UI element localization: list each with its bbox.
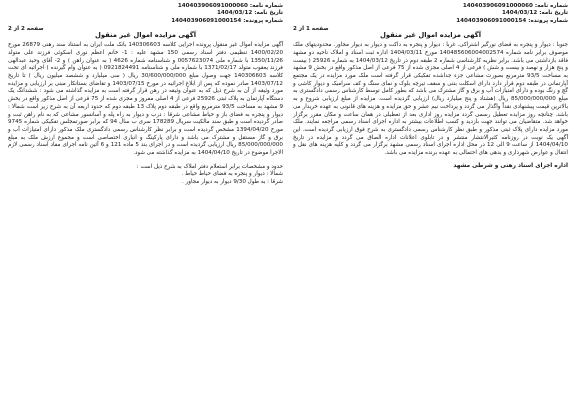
letter-meta: [293, 3, 568, 25]
case-number: شماره پرونده: 140403906091000154: [456, 17, 568, 24]
page-number: صفحه 2 از 2: [8, 26, 44, 32]
boundary-east: شرقا : به طول 9/30 دیوار به دیوار مجاور .: [181, 179, 283, 186]
letter-date: تاریخ نامه: 1404/03/12: [502, 10, 568, 17]
letter-date: تاریخ نامه: 1404/03/12: [217, 10, 283, 17]
notice-body: جنوبا : دیوار و پنجره به فضای نورگیر اشتراکی. غربا : دیوار و پنجره به داکت و دیوار به دیوار مجاور. محدودیتهای ملک موصوف برابر نامه شماره 140485606004002574 مورخ 1404/03/11 اداره ثبت اسناد و املاک ناحیه دو مشهد فاقد بازداشتی می باشد. برابر نظریه کارشناسی شماره 2 طبقه دوم در تاریخ 1404/03/12 به شماره 25926 ( بیست و پنج هزار و نهصد و بیست و شش ) فرعی از 4 اصلی مجزی شده از 75 فرعی از اصل مذکور واقع در بخش 9 مشهد به مساحت 93/5 مترمربع بصورت مشاعی جزء جداشده تفکیکی قرار گرفته است ملک مورد مزایده در یک مجتمع آپارتمانی در طبقه دوم قرار دارد دارای اسکلت بتنی و سقف تیرچه بلوک و نمای سنگ و کف سرامیک و دیوار کاشی و گچ و رنگ بوده و دارای امتیازات آب و برق و گاز مشترک می باشد که بطور کامل توسط کارشناس رسمی دادگستری به مبلغ 85/000/000/000 ریال (هشتاد و پنج میلیارد ریال) ارزیابی گردیده است. مزایده از مبلغ ارزیابی شروع و به بالاترین قیمت پیشنهادی نقداً واگذار می گردد و پرداخت نیم عشر و حق مزایده و هزینه های قانونی به عهده خریدار می باشد. چنانچه روز مزایده تعطیل رسمی گردد مزایده روز اداری بعد از تعطیلی در همان ساعت و مکان مقرر برگزار خواهد شد. متقاضیان می توانند جهت بازدید و کسب اطلاعات بیشتر به اداره اجرای اسناد رسمی مراجعه نمایند. ملک مورد مزایده دارای پلاک ثبتی مذکور و طبق نظر کارشناس رسمی دادگستری به شرح فوق ارزیابی گردیده است. این آگهی یک نوبت در روزنامه کثیرالانتشار منتشر و در تابلوی اعلانات اداره الصاق می گردد و مزایده در تاریخ 1404/04/10 از ساعت 9 الی 12 در محل اداره اجرای اسناد رسمی مشهد برگزار می گردد و کلیه هزینه های نقل و انتقال و عوارض شهرداری و بدهی های احتمالی به عهده برنده مزایده می باشد.: [293, 42, 568, 157]
letter-meta: [8, 3, 283, 25]
left-column: [6, 2, 285, 406]
case-number: شماره پرونده: 140403906091000154: [171, 17, 283, 24]
boundaries-intro: حدود و مشخصات برابر استعلام دفتر املاک به شرح ذیل است :: [136, 163, 283, 170]
notice-body: آگهی مزایده اموال غیر منقول پرونده اجرایی کلاسه 140306603 بانک ملت ایران به استناد سند رهنی 26879 مورخ 1400/02/20 تنظیمی دفتر اسناد رسمی 150 مشهد علیه : 1- خانم اعظم نوری اسکوئی فرزند علی متولد 1350/11/26 با شماره ملی 0057623074 و شناسنامه شماره 4626 ( به عنوان راهن ) و 2- آقای وحید عبدالهی فرزند یعقوب متولد 1371/02/17 با شماره ملی و شناسنامه 0921824491 ( به عنوان وام گیرنده ) اجرائیه ای تحت کلاسه 140306603 جهت وصول مبلغ 30/600/000/000 ریال ( سی میلیارد و ششصد میلیون ریال ) تا تاریخ 1403/07/12 صادر نموده که پس از ابلاغ اجرائیه در مورخ 1403/07/15 و تقاضای بستانکار مبنی بر ارزیابی و مزایده مورد وثیقه از آن به شرح ذیل که به عنوان وثیقه در رهن قرار گرفته است به مزایده گذاشته می شود : ششدانگ یک دستگاه آپارتمان به پلاک ثبتی 25926 فرعی از 4 اصلی مفروز و مجزی شده از 75 فرعی از اصل مذکور واقع در بخش 9 مشهد به مساحت 93/5 مترمربع واقع در طبقه دوم پلاک 13 طبقه دوم که حدود اربعه آن به شرح زیر است شمالا : دیوار و پنجره به فضای باز و حیاط مشاعی شرقا : درب و دیوار به راه پله و آسانسور مشاعی که به نام راهن ثبت و صادر گردیده است و طبق سند مالکیت سریال 178289 سری ب سال 94 که برابر صورتمجلس تفکیکی شماره 9745 مورخ 1394/04/20 مشخص گردیده است و برابر نظر کارشناس رسمی دادگستری ملک مذکور دارای امتیازات آب و برق و گاز مستقل و مشترک می باشد و دارای پارکینگ و انباری اختصاصی است و مجموع ارزش ملک به مبلغ 85/000/000/000 ریال ارزیابی گردیده است و در اجرای بند 5 ماده 121 و 6 آئین نامه اجرای مفاد اسناد رسمی لازم الاجرا موضوع در تاریخ 1404/04/10 به مزایده گذاشته می شود.: [8, 42, 284, 157]
office-signature: اداره اجرای اسناد رهنی و شرطی مشهد: [453, 162, 568, 169]
page-number: صفحه 1 از 2: [293, 26, 329, 32]
letter-number: شماره نامه: 140403906091000060: [177, 3, 283, 9]
boundary-north: شمالا : دیوار و پنجره به فضای حیاط حیاط .: [181, 171, 283, 178]
notice-title: آگهی مزایده اموال غیر منقول: [94, 31, 197, 40]
right-column: [291, 2, 570, 406]
notice-title: آگهی مزایده اموال غیر منقول: [379, 31, 482, 40]
letter-number: شماره نامه: 140403906091000060: [462, 3, 568, 9]
